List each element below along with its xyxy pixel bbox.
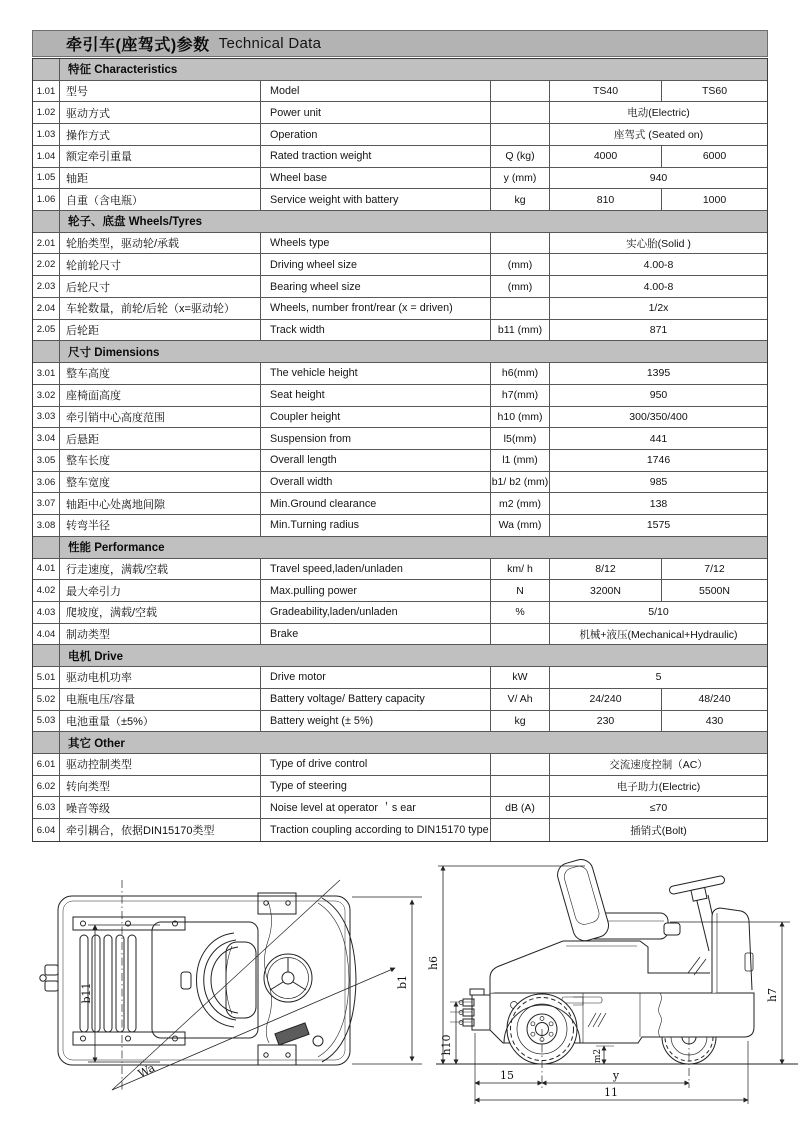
side-view-drawing	[427, 857, 798, 1104]
value: 985	[550, 472, 767, 494]
label-en: Min.Ground clearance	[261, 493, 491, 515]
table-row	[33, 407, 767, 429]
label-en: Wheels, number front/rear (x = driven)	[261, 298, 491, 320]
unit: km/ h	[491, 559, 550, 581]
row-number: 3.08	[33, 515, 60, 537]
dim-label-b1: b1	[396, 974, 409, 990]
row-number: 2.01	[33, 233, 60, 255]
unit	[491, 124, 550, 146]
label-en: Type of drive control	[261, 754, 491, 776]
row-number: 3.03	[33, 407, 60, 429]
unit: (mm)	[491, 254, 550, 276]
table-row	[33, 602, 767, 624]
value-ts60: 430	[662, 711, 767, 733]
value: 电子助力(Electric)	[550, 776, 767, 798]
label-en: Power unit	[261, 102, 491, 124]
dim-label-y: y	[612, 1069, 620, 1082]
label-en: Noise level at operator ＇s ear	[261, 797, 491, 819]
unit: h6(mm)	[491, 363, 550, 385]
row-number: 3.06	[33, 472, 60, 494]
section-header-row	[33, 211, 767, 233]
row-number: 2.03	[33, 276, 60, 298]
value-ts60: 5500N	[662, 580, 767, 602]
row-number: 5.03	[33, 711, 60, 733]
table-row	[33, 102, 767, 124]
value-ts40: TS40	[550, 81, 662, 103]
row-number: 2.04	[33, 298, 60, 320]
section-title: 特征 Characteristics	[60, 59, 767, 81]
label-en: Service weight with battery	[261, 189, 491, 211]
label-zh: 型号	[60, 81, 261, 103]
value: 1/2x	[550, 298, 767, 320]
row-number: 1.02	[33, 102, 60, 124]
row-number: 2.05	[33, 320, 60, 342]
table-row	[33, 559, 767, 581]
label-zh: 制动类型	[60, 624, 261, 646]
label-en: Battery voltage/ Battery capacity	[261, 689, 491, 711]
label-en: Seat height	[261, 385, 491, 407]
table-row	[33, 168, 767, 190]
unit: b11 (mm)	[491, 320, 550, 342]
label-en: Traction coupling according to DIN15170 type	[261, 819, 491, 841]
section-corner-cell	[33, 732, 60, 754]
row-number: 1.04	[33, 146, 60, 168]
table-row	[33, 320, 767, 342]
value-ts40: 24/240	[550, 689, 662, 711]
row-number: 1.06	[33, 189, 60, 211]
label-en: Track width	[261, 320, 491, 342]
value: 1395	[550, 363, 767, 385]
section-header-row	[33, 59, 767, 81]
section-header-row	[33, 645, 767, 667]
section-title: 轮子、底盘 Wheels/Tyres	[60, 211, 767, 233]
section-title: 尺寸 Dimensions	[60, 341, 767, 363]
unit	[491, 819, 550, 841]
value-ts60: 48/240	[662, 689, 767, 711]
dim-label-h6: h6	[427, 955, 440, 971]
value: 座驾式 (Seated on)	[550, 124, 767, 146]
row-number: 2.02	[33, 254, 60, 276]
dim-label-l5: 15	[500, 1069, 514, 1082]
label-en: Rated traction weight	[261, 146, 491, 168]
row-number: 1.05	[33, 168, 60, 190]
label-en: The vehicle height	[261, 363, 491, 385]
table-row	[33, 580, 767, 602]
unit: kg	[491, 189, 550, 211]
label-en: Coupler height	[261, 407, 491, 429]
table-row	[33, 298, 767, 320]
label-en: Max.pulling power	[261, 580, 491, 602]
table-row	[33, 363, 767, 385]
page-title-en: Technical Data	[218, 35, 322, 52]
section-title: 电机 Drive	[60, 645, 767, 667]
label-en: Bearing wheel size	[261, 276, 491, 298]
label-en: Model	[261, 81, 491, 103]
table-row	[33, 667, 767, 689]
label-zh: 电瓶电压/容量	[60, 689, 261, 711]
label-zh: 后轮距	[60, 320, 261, 342]
spec-table	[32, 58, 768, 842]
section-header-row	[33, 732, 767, 754]
value: 300/350/400	[550, 407, 767, 429]
section-title: 性能 Performance	[60, 537, 767, 559]
unit: h10 (mm)	[491, 407, 550, 429]
table-row	[33, 254, 767, 276]
row-number: 3.05	[33, 450, 60, 472]
value: 实心胎(Solid )	[550, 233, 767, 255]
dim-label-h10: h10	[440, 1034, 453, 1056]
table-row	[33, 276, 767, 298]
unit: Q (kg)	[491, 146, 550, 168]
table-row	[33, 189, 767, 211]
table-row	[33, 81, 767, 103]
value: 4.00-8	[550, 254, 767, 276]
unit	[491, 298, 550, 320]
table-row	[33, 624, 767, 646]
section-title: 其它 Other	[60, 732, 767, 754]
unit	[491, 102, 550, 124]
label-zh: 额定牵引重量	[60, 146, 261, 168]
label-zh: 驱动方式	[60, 102, 261, 124]
label-zh: 电池重量（±5%）	[60, 711, 261, 733]
label-en: Driving wheel size	[261, 254, 491, 276]
label-en: Min.Turning radius	[261, 515, 491, 537]
label-zh: 转向类型	[60, 776, 261, 798]
section-corner-cell	[33, 537, 60, 559]
unit: kg	[491, 711, 550, 733]
value: 950	[550, 385, 767, 407]
label-en: Gradeability,laden/unladen	[261, 602, 491, 624]
label-zh: 整车高度	[60, 363, 261, 385]
label-zh: 爬坡度，满载/空载	[60, 602, 261, 624]
table-row	[33, 233, 767, 255]
label-en: Battery weight (± 5%)	[261, 711, 491, 733]
row-number: 3.04	[33, 428, 60, 450]
unit: y (mm)	[491, 168, 550, 190]
table-row	[33, 428, 767, 450]
table-row	[33, 472, 767, 494]
label-zh: 转弯半径	[60, 515, 261, 537]
dim-label-wa: Wa	[135, 1061, 157, 1081]
value-ts60: 7/12	[662, 559, 767, 581]
top-view-drawing	[40, 880, 422, 1090]
label-en: Type of steering	[261, 776, 491, 798]
row-number: 6.03	[33, 797, 60, 819]
unit	[491, 81, 550, 103]
label-zh: 轴距	[60, 168, 261, 190]
value: 138	[550, 493, 767, 515]
label-zh: 噪音等级	[60, 797, 261, 819]
row-number: 4.02	[33, 580, 60, 602]
row-number: 6.01	[33, 754, 60, 776]
value: 5	[550, 667, 767, 689]
row-number: 4.04	[33, 624, 60, 646]
table-row	[33, 493, 767, 515]
section-corner-cell	[33, 59, 60, 81]
value: 4.00-8	[550, 276, 767, 298]
unit: b1/ b2 (mm)	[491, 472, 550, 494]
dim-label-m2: m2	[593, 1048, 603, 1064]
table-row	[33, 450, 767, 472]
row-number: 6.04	[33, 819, 60, 841]
row-number: 4.03	[33, 602, 60, 624]
value: 441	[550, 428, 767, 450]
unit: h7(mm)	[491, 385, 550, 407]
table-row	[33, 797, 767, 819]
unit: dB (A)	[491, 797, 550, 819]
section-corner-cell	[33, 645, 60, 667]
value: 电动(Electric)	[550, 102, 767, 124]
label-en: Overall length	[261, 450, 491, 472]
label-zh: 座椅面高度	[60, 385, 261, 407]
label-en: Wheel base	[261, 168, 491, 190]
label-zh: 行走速度，满载/空载	[60, 559, 261, 581]
row-number: 1.03	[33, 124, 60, 146]
value: ≤70	[550, 797, 767, 819]
dim-label-l1: 11	[604, 1086, 618, 1099]
table-row	[33, 711, 767, 733]
value-ts40: 8/12	[550, 559, 662, 581]
unit	[491, 776, 550, 798]
label-en: Overall width	[261, 472, 491, 494]
unit: Wa (mm)	[491, 515, 550, 537]
label-zh: 整车宽度	[60, 472, 261, 494]
page-title-zh: 牵引车(座驾式)参数	[66, 37, 210, 54]
section-header-row	[33, 537, 767, 559]
label-en: Travel speed,laden/unladen	[261, 559, 491, 581]
table-row	[33, 124, 767, 146]
value: 1746	[550, 450, 767, 472]
unit	[491, 233, 550, 255]
dim-label-h7: h7	[766, 987, 779, 1003]
label-en: Operation	[261, 124, 491, 146]
value-ts40: 230	[550, 711, 662, 733]
section-corner-cell	[33, 211, 60, 233]
row-number: 5.01	[33, 667, 60, 689]
value-ts40: 3200N	[550, 580, 662, 602]
label-zh: 自重（含电瓶）	[60, 189, 261, 211]
table-row	[33, 819, 767, 841]
value: 940	[550, 168, 767, 190]
value: 1575	[550, 515, 767, 537]
value: 机械+液压(Mechanical+Hydraulic)	[550, 624, 767, 646]
unit: %	[491, 602, 550, 624]
value-ts60: 1000	[662, 189, 767, 211]
label-zh: 驱动电机功率	[60, 667, 261, 689]
label-zh: 轮胎类型，驱动轮/承载	[60, 233, 261, 255]
row-number: 4.01	[33, 559, 60, 581]
label-en: Suspension from	[261, 428, 491, 450]
technical-drawing	[0, 845, 800, 1137]
label-zh: 车轮数量，前轮/后轮（x=驱动轮）	[60, 298, 261, 320]
section-corner-cell	[33, 341, 60, 363]
unit: l1 (mm)	[491, 450, 550, 472]
unit	[491, 624, 550, 646]
row-number: 3.07	[33, 493, 60, 515]
label-en: Wheels type	[261, 233, 491, 255]
unit	[491, 754, 550, 776]
row-number: 1.01	[33, 81, 60, 103]
dim-label-b11: b11	[80, 982, 93, 1004]
value-ts40: 4000	[550, 146, 662, 168]
label-zh: 后轮尺寸	[60, 276, 261, 298]
value: 交流速度控制（AC）	[550, 754, 767, 776]
label-zh: 轮前轮尺寸	[60, 254, 261, 276]
unit: V/ Ah	[491, 689, 550, 711]
unit: N	[491, 580, 550, 602]
row-number: 3.01	[33, 363, 60, 385]
row-number: 5.02	[33, 689, 60, 711]
unit: m2 (mm)	[491, 493, 550, 515]
row-number: 3.02	[33, 385, 60, 407]
label-zh: 后悬距	[60, 428, 261, 450]
page-title	[32, 30, 768, 57]
table-row	[33, 754, 767, 776]
label-en: Brake	[261, 624, 491, 646]
value: 5/10	[550, 602, 767, 624]
table-row	[33, 146, 767, 168]
value: 插销式(Bolt)	[630, 824, 687, 837]
label-zh: 操作方式	[60, 124, 261, 146]
label-zh: 牵引销中心高度范围	[60, 407, 261, 429]
table-row	[33, 776, 767, 798]
row-number: 6.02	[33, 776, 60, 798]
unit: l5(mm)	[491, 428, 550, 450]
table-row	[33, 515, 767, 537]
value: 871	[550, 320, 767, 342]
label-zh: 轴距中心处离地间隙	[60, 493, 261, 515]
unit: (mm)	[491, 276, 550, 298]
label-zh: 驱动控制类型	[60, 754, 261, 776]
value-ts60: TS60	[662, 81, 767, 103]
value-ts60: 6000	[662, 146, 767, 168]
label-en: Drive motor	[261, 667, 491, 689]
label-zh: 最大牵引力	[60, 580, 261, 602]
label-zh: 整车长度	[60, 450, 261, 472]
value-ts40: 810	[550, 189, 662, 211]
table-row	[33, 689, 767, 711]
unit: kW	[491, 667, 550, 689]
section-header-row	[33, 341, 767, 363]
table-row	[33, 385, 767, 407]
label-zh: 牵引耦合，依据DIN15170类型	[60, 819, 261, 841]
